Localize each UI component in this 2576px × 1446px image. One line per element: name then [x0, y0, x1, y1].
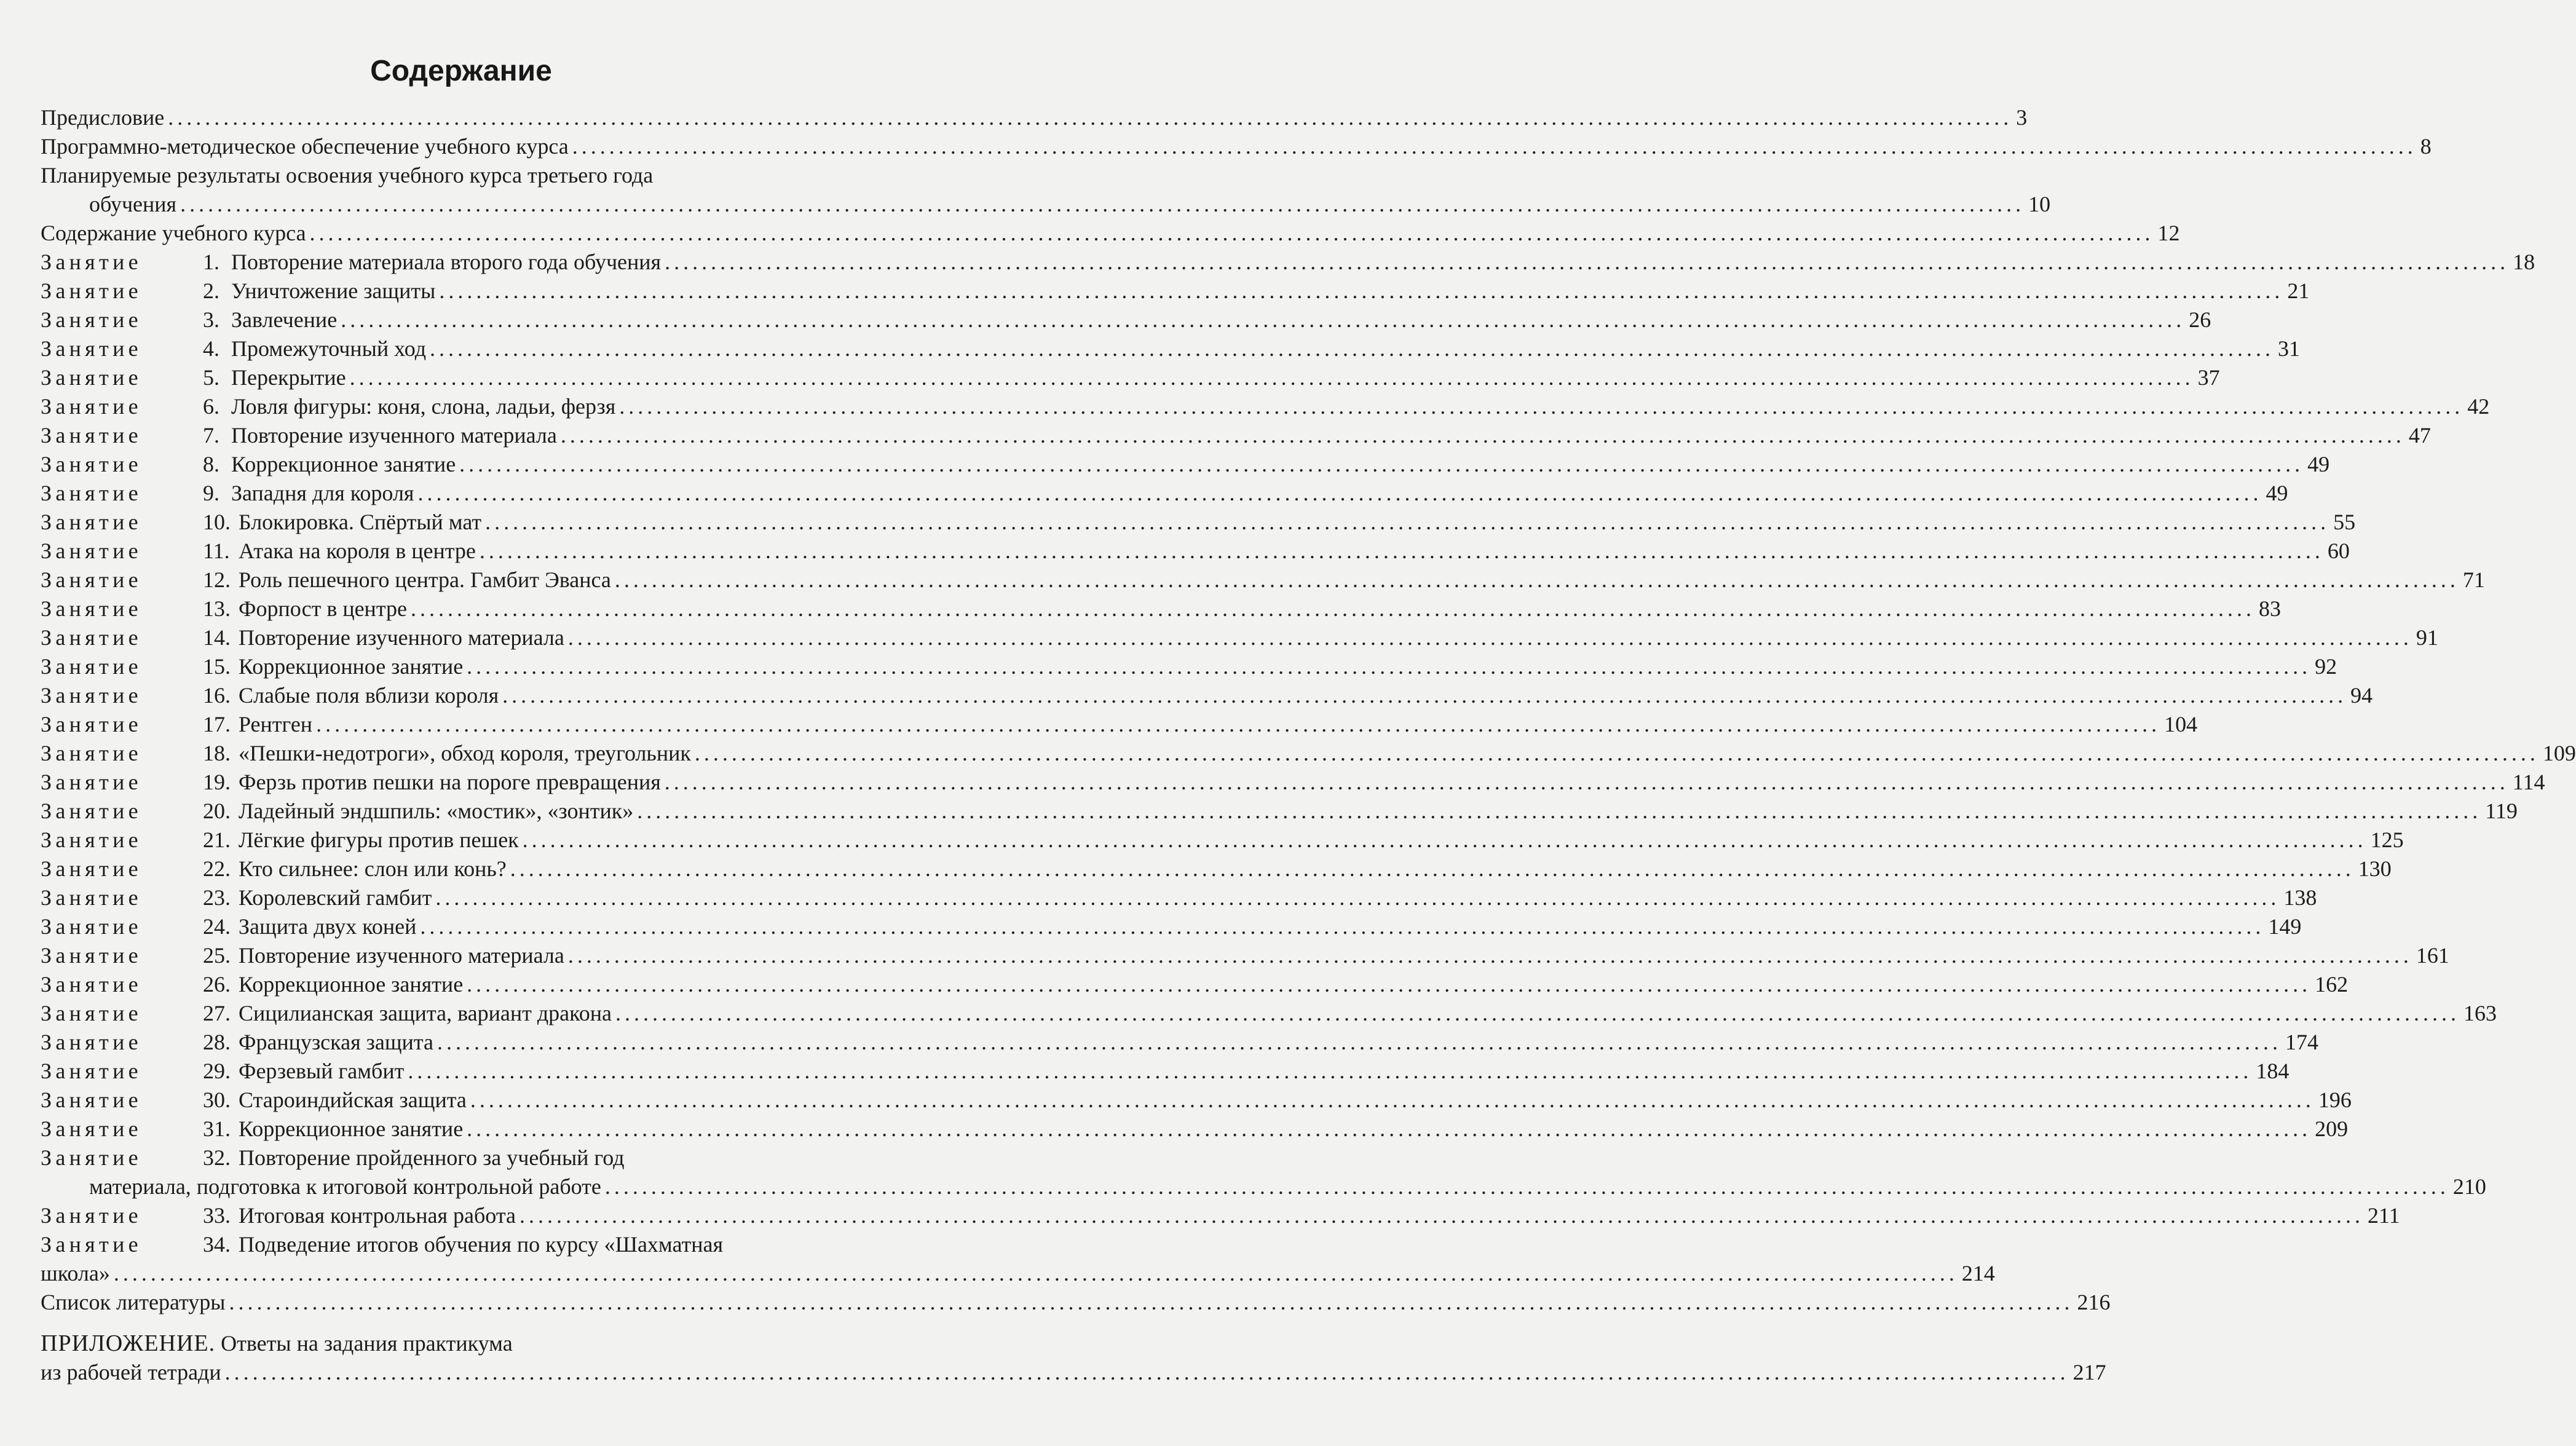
- lesson-label: Занятие: [41, 828, 142, 852]
- lesson-number: 29.: [203, 1059, 231, 1083]
- dot-leader: ........................................................................................................................................................................................................: [664, 770, 2509, 794]
- dot-leader: ........................................................................................................................................................................................................: [510, 856, 2355, 881]
- dot-leader: ........................................................................................................................................................................................................: [467, 654, 2312, 679]
- toc-entry-lesson[interactable]: [41, 768, 2545, 797]
- lesson-title: Итоговая контрольная работа: [239, 1203, 516, 1228]
- lesson-label: Занятие: [41, 279, 142, 303]
- page-number: 18: [2513, 250, 2535, 274]
- lesson-label: Занятие: [41, 712, 142, 737]
- lesson-label: Занятие: [41, 567, 142, 592]
- toc-entry-lesson-32[interactable]: [41, 1144, 2486, 1201]
- page-number: 26: [2189, 307, 2211, 332]
- entry-text-line2: обучения: [89, 192, 177, 216]
- page-number: 163: [2463, 1001, 2497, 1025]
- page-number: 31: [2278, 336, 2301, 361]
- lesson-title: Роль пешечного центра. Гамбит Эванса: [239, 567, 611, 592]
- dot-leader: ........................................................................................................................................................................................................: [113, 1261, 1958, 1286]
- toc-entry-lesson[interactable]: [41, 277, 2310, 306]
- lesson-label: Занятие: [41, 394, 142, 419]
- lesson-title: Староиндийская защита: [239, 1088, 467, 1112]
- dot-leader: ........................................................................................................................................................................................................: [439, 279, 2284, 303]
- page-number: 138: [2283, 885, 2317, 910]
- lesson-label: Занятие: [41, 1145, 142, 1170]
- toc-entry-bibliography[interactable]: [41, 1288, 2111, 1317]
- lesson-number: 25.: [203, 943, 231, 968]
- toc-entry-lesson[interactable]: [41, 855, 2392, 883]
- entry-text: Предисловие: [41, 105, 165, 130]
- entry-text-line1: Планируемые результаты освоения учебного курса третьего года: [41, 163, 654, 188]
- lesson-label: Занятие: [41, 365, 142, 390]
- toc-entry-lesson-33[interactable]: [41, 1201, 2400, 1230]
- toc-entry-lesson[interactable]: [41, 392, 2490, 421]
- toc-entry-lesson-34[interactable]: [41, 1230, 1995, 1288]
- toc-entry-lesson[interactable]: [41, 652, 2337, 681]
- toc-entry-lesson[interactable]: [41, 912, 2302, 941]
- lesson-number: 7.: [203, 423, 219, 448]
- lesson-number: 11.: [203, 539, 230, 563]
- lesson-title-line1: Подведение итогов обучения по курсу «Шахматная: [239, 1232, 724, 1257]
- entry-text: Программно-методическое обеспечение учебного курса: [41, 134, 569, 159]
- toc-entry-preface[interactable]: [41, 103, 2028, 132]
- dot-leader: ........................................................................................................................................................................................................: [229, 1290, 2074, 1314]
- lesson-title: Коррекционное занятие: [239, 654, 464, 679]
- toc-entry-lesson[interactable]: [41, 595, 2281, 623]
- lesson-number: 19.: [203, 770, 231, 794]
- dot-leader: ........................................................................................................................................................................................................: [567, 943, 2412, 968]
- lesson-label: Занятие: [41, 972, 142, 997]
- dot-leader: ........................................................................................................................................................................................................: [435, 885, 2280, 910]
- lesson-label: Занятие: [41, 856, 142, 881]
- page-number: 91: [2416, 625, 2438, 650]
- toc-entry-lesson[interactable]: [41, 479, 2288, 508]
- lesson-title: Перекрытие: [231, 365, 346, 390]
- page-number: 94: [2350, 683, 2373, 708]
- page-number: 125: [2370, 828, 2404, 852]
- page-number: 162: [2315, 972, 2349, 997]
- lesson-label: Занятие: [41, 1059, 142, 1083]
- lesson-label: Занятие: [41, 943, 142, 968]
- page-number: 10: [2028, 192, 2051, 216]
- lesson-number: 5.: [203, 365, 219, 390]
- dot-leader: ........................................................................................................................................................................................................: [637, 799, 2482, 823]
- dot-leader: ........................................................................................................................................................................................................: [180, 192, 2025, 216]
- dot-leader: ........................................................................................................................................................................................................: [522, 828, 2367, 852]
- toc-entry-lesson[interactable]: [41, 1057, 2290, 1086]
- lesson-title: Рентген: [239, 712, 313, 737]
- entry-text: Список литературы: [41, 1290, 226, 1314]
- dot-leader: ........................................................................................................................................................................................................: [479, 539, 2324, 563]
- dot-leader: ........................................................................................................................................................................................................: [560, 423, 2405, 448]
- dot-leader: ........................................................................................................................................................................................................: [502, 683, 2347, 708]
- toc-entry-course-content[interactable]: [41, 219, 2180, 248]
- lesson-title: Коррекционное занятие: [231, 452, 456, 476]
- lesson-label: Занятие: [41, 741, 142, 765]
- lesson-number: 21.: [203, 828, 231, 852]
- lesson-title: Ладейный эндшпиль: «мостик», «зонтик»: [239, 799, 634, 823]
- page-number: 8: [2420, 134, 2432, 159]
- lesson-number: 14.: [203, 625, 231, 650]
- page-number: 149: [2268, 914, 2302, 939]
- lesson-number: 6.: [203, 394, 219, 419]
- lesson-number: 33.: [203, 1203, 231, 1228]
- lesson-label: Занятие: [41, 423, 142, 448]
- lesson-label: Занятие: [41, 625, 142, 650]
- lesson-number: 26.: [203, 972, 231, 997]
- page-number: 174: [2285, 1030, 2318, 1054]
- lesson-title: Форпост в центре: [239, 596, 407, 621]
- dot-leader: ........................................................................................................................................................................................................: [519, 1203, 2364, 1228]
- lesson-list: [41, 248, 2576, 1144]
- lesson-label: Занятие: [41, 452, 142, 476]
- page-number: 55: [2333, 510, 2356, 534]
- appendix-heading: ПРИЛОЖЕНИЕ.: [41, 1330, 216, 1356]
- toc-entry-lesson[interactable]: [41, 797, 2518, 826]
- toc-entry-lesson[interactable]: [41, 450, 2330, 479]
- page-number: 49: [2307, 452, 2330, 476]
- lesson-title-line1: Повторение пройденного за учебный год: [239, 1145, 625, 1170]
- dot-leader: ........................................................................................................................................................................................................: [349, 365, 2194, 390]
- toc-entry-lesson[interactable]: [41, 508, 2356, 537]
- lesson-title: Коррекционное занятие: [239, 972, 464, 997]
- page-number: 60: [2327, 539, 2350, 563]
- lesson-title: Завлечение: [231, 307, 338, 332]
- lesson-label: Занятие: [41, 1116, 142, 1141]
- toc-entry-lesson[interactable]: [41, 1028, 2318, 1057]
- lesson-number: 32.: [203, 1145, 231, 1170]
- toc-entry-lesson[interactable]: [41, 306, 2211, 334]
- lesson-title: Кто сильнее: слон или конь?: [239, 856, 507, 881]
- page-number: 71: [2462, 567, 2485, 592]
- toc-entry-lesson[interactable]: [41, 883, 2317, 912]
- dot-leader: ........................................................................................................................................................................................................: [470, 1088, 2315, 1112]
- toc-entry-lesson[interactable]: [41, 739, 2576, 768]
- lesson-title: Атака на короля в центре: [239, 539, 476, 563]
- lesson-label: Занятие: [41, 1088, 142, 1112]
- dot-leader: ........................................................................................................................................................................................................: [417, 481, 2262, 505]
- lesson-number: 20.: [203, 799, 231, 823]
- toc-entry-lesson[interactable]: [41, 334, 2301, 363]
- appendix-title-line1: Ответы на задания практикума: [215, 1331, 513, 1356]
- lesson-number: 23.: [203, 885, 231, 910]
- page-number: 130: [2358, 856, 2392, 881]
- dot-leader: ........................................................................................................................................................................................................: [572, 134, 2417, 159]
- page-number: 109: [2542, 741, 2576, 765]
- toc-entry-lesson[interactable]: [41, 710, 2198, 739]
- toc-entry-planned-results[interactable]: [41, 161, 2051, 219]
- page-number: 114: [2512, 770, 2545, 794]
- lesson-label: Занятие: [41, 510, 142, 534]
- lesson-title: Слабые поля вблизи короля: [239, 683, 499, 708]
- page-number: 211: [2367, 1203, 2400, 1228]
- lesson-number: 8.: [203, 452, 219, 476]
- lesson-number: 17.: [203, 712, 231, 737]
- lesson-number: 3.: [203, 307, 219, 332]
- lesson-title: Промежуточный ход: [231, 336, 427, 361]
- lesson-title: Ферзевый гамбит: [239, 1059, 405, 1083]
- page-number: 209: [2315, 1116, 2349, 1141]
- toc-entry-lesson[interactable]: [41, 826, 2404, 855]
- toc-entry-appendix[interactable]: [41, 1329, 2106, 1387]
- lesson-number: 18.: [203, 741, 231, 765]
- dot-leader: ........................................................................................................................................................................................................: [168, 105, 2013, 130]
- lesson-number: 2.: [203, 279, 219, 303]
- lesson-number: 27.: [203, 1001, 231, 1025]
- lesson-title: Королевский гамбит: [239, 885, 432, 910]
- lesson-title-line2: материала, подготовка к итоговой контрольной работе: [89, 1174, 601, 1199]
- toc-entry-lesson[interactable]: [41, 363, 2220, 392]
- dot-leader: ........................................................................................................................................................................................................: [459, 452, 2304, 476]
- toc-entry-lesson[interactable]: [41, 623, 2438, 652]
- lesson-number: 9.: [203, 481, 219, 505]
- toc-entry-lesson[interactable]: [41, 537, 2350, 566]
- dot-leader: ........................................................................................................................................................................................................: [615, 1001, 2460, 1025]
- lesson-title: Французская защита: [239, 1030, 433, 1054]
- lesson-number: 22.: [203, 856, 231, 881]
- lesson-label: Занятие: [41, 683, 142, 708]
- lesson-title: Ферзь против пешки на пороге превращения: [239, 770, 661, 794]
- toc-entry-lesson[interactable]: [41, 999, 2497, 1028]
- dot-leader: ........................................................................................................................................................................................................: [316, 712, 2161, 737]
- lesson-label: Занятие: [41, 250, 142, 274]
- appendix-title-line2: из рабочей тетради: [41, 1360, 221, 1385]
- dot-leader: ........................................................................................................................................................................................................: [467, 972, 2312, 997]
- lesson-label: Занятие: [41, 654, 142, 679]
- lesson-label: Занятие: [41, 1030, 142, 1054]
- dot-leader: ........................................................................................................................................................................................................: [604, 1174, 2449, 1199]
- page-number: 12: [2157, 221, 2180, 245]
- toc-entry-lesson[interactable]: [41, 681, 2373, 710]
- lesson-title: Западня для короля: [231, 481, 414, 505]
- lesson-title: Ловля фигуры: коня, слона, ладьи, ферзя: [231, 394, 616, 419]
- lesson-number: 15.: [203, 654, 231, 679]
- dot-leader: ........................................................................................................................................................................................................: [420, 914, 2265, 939]
- lesson-title: Уничтожение защиты: [231, 279, 436, 303]
- dot-leader: ........................................................................................................................................................................................................: [437, 1030, 2282, 1054]
- page-number: 92: [2315, 654, 2337, 679]
- lesson-title: Лёгкие фигуры против пешек: [239, 828, 519, 852]
- dot-leader: ........................................................................................................................................................................................................: [408, 1059, 2253, 1083]
- toc-entry-lesson[interactable]: [41, 1086, 2352, 1115]
- toc-entry-lesson[interactable]: [41, 421, 2431, 450]
- page-number: 119: [2485, 799, 2518, 823]
- lesson-title: Повторение изученного материала: [231, 423, 557, 448]
- page-number: 21: [2287, 279, 2310, 303]
- lesson-label: Занятие: [41, 481, 142, 505]
- dot-leader: ........................................................................................................................................................................................................: [309, 221, 2154, 245]
- toc-entry-lesson[interactable]: [41, 566, 2485, 595]
- lesson-number: 13.: [203, 596, 231, 621]
- page-number: 3: [2016, 105, 2028, 130]
- dot-leader: ........................................................................................................................................................................................................: [410, 596, 2255, 621]
- lesson-number: 24.: [203, 914, 231, 939]
- dot-leader: ........................................................................................................................................................................................................: [614, 567, 2459, 592]
- page-number: 216: [2077, 1290, 2111, 1314]
- page-number: 161: [2416, 943, 2449, 968]
- lesson-number: 28.: [203, 1030, 231, 1054]
- lesson-number: 12.: [203, 567, 231, 592]
- lesson-number: 30.: [203, 1088, 231, 1112]
- page-number: 47: [2408, 423, 2431, 448]
- page-number: 210: [2452, 1174, 2486, 1199]
- page-title: Содержание: [370, 55, 552, 87]
- dot-leader: ........................................................................................................................................................................................................: [341, 307, 2186, 332]
- dot-leader: ........................................................................................................................................................................................................: [567, 625, 2412, 650]
- page-number: 83: [2258, 596, 2281, 621]
- lesson-label: Занятие: [41, 770, 142, 794]
- lesson-label: Занятие: [41, 539, 142, 563]
- page-number: 49: [2266, 481, 2288, 505]
- dot-leader: ........................................................................................................................................................................................................: [694, 741, 2539, 765]
- lesson-title: «Пешки-недотроги», обход короля, треугольник: [239, 741, 691, 765]
- lesson-title: Блокировка. Спёртый мат: [239, 510, 482, 534]
- page-number: 217: [2072, 1360, 2106, 1385]
- lesson-number: 10.: [203, 510, 231, 534]
- dot-leader: ........................................................................................................................................................................................................: [224, 1360, 2069, 1385]
- page-number: 184: [2256, 1059, 2290, 1083]
- page-number: 104: [2164, 712, 2198, 737]
- lesson-title: Сицилианская защита, вариант дракона: [239, 1001, 612, 1025]
- dot-leader: ........................................................................................................................................................................................................: [467, 1116, 2312, 1141]
- lesson-title: Повторение изученного материала: [239, 625, 564, 650]
- table-of-contents: [41, 103, 2576, 1387]
- entry-text: Содержание учебного курса: [41, 221, 306, 245]
- dot-leader: ........................................................................................................................................................................................................: [430, 336, 2275, 361]
- toc-entry-methodology[interactable]: [41, 132, 2432, 161]
- page-number: 214: [1961, 1261, 1995, 1286]
- dot-leader: ........................................................................................................................................................................................................: [665, 250, 2510, 274]
- lesson-title: Повторение изученного материала: [239, 943, 564, 968]
- page-number: 42: [2467, 394, 2490, 419]
- lesson-label: Занятие: [41, 1232, 142, 1257]
- lesson-label: Занятие: [41, 307, 142, 332]
- lesson-title: Коррекционное занятие: [239, 1116, 464, 1141]
- lesson-title-line2: школа»: [41, 1261, 110, 1286]
- lesson-number: 16.: [203, 683, 231, 708]
- lesson-label: Занятие: [41, 914, 142, 939]
- lesson-number: 31.: [203, 1116, 231, 1141]
- toc-entry-lesson[interactable]: [41, 248, 2535, 277]
- lesson-title: Защита двух коней: [239, 914, 417, 939]
- lesson-number: 1.: [203, 250, 219, 274]
- toc-entry-lesson[interactable]: [41, 970, 2349, 999]
- lesson-number: 4.: [203, 336, 219, 361]
- lesson-label: Занятие: [41, 1001, 142, 1025]
- lesson-number: 34.: [203, 1232, 231, 1257]
- lesson-label: Занятие: [41, 885, 142, 910]
- lesson-title: Повторение материала второго года обучения: [231, 250, 662, 274]
- toc-entry-lesson[interactable]: [41, 1115, 2349, 1144]
- lesson-label: Занятие: [41, 1203, 142, 1228]
- dot-leader: ........................................................................................................................................................................................................: [485, 510, 2330, 534]
- lesson-label: Занятие: [41, 596, 142, 621]
- page-number: 37: [2197, 365, 2220, 390]
- toc-entry-lesson[interactable]: [41, 941, 2449, 970]
- page-number: 196: [2318, 1088, 2352, 1112]
- dot-leader: ........................................................................................................................................................................................................: [619, 394, 2464, 419]
- lesson-label: Занятие: [41, 336, 142, 361]
- lesson-label: Занятие: [41, 799, 142, 823]
